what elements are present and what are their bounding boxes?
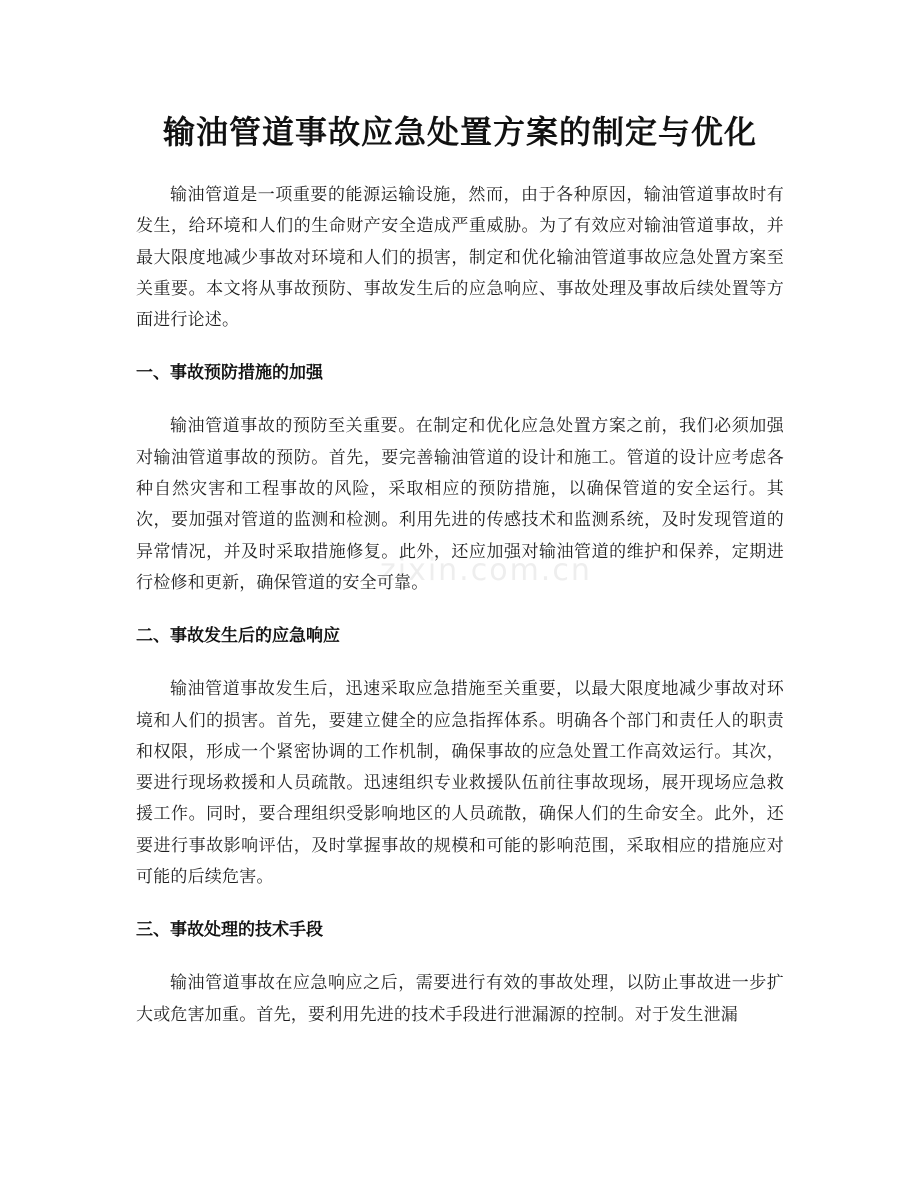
section-heading-technical: 三、事故处理的技术手段 [136, 920, 323, 941]
section-paragraph-technical: 输油管道事故在应急响应之后，需要进行有效的事故处理，以防止事故进一步扩大或危害加重。首先，要利用先进的技术手段进行泄漏源的控制。对于发生泄漏 [136, 973, 784, 1025]
section-paragraph-response: 输油管道事故发生后，迅速采取应急措施至关重要，以最大限度地减少事故对环境和人们的损害。首先，要建立健全的应急指挥体系。明确各个部门和责任人的职责和权限，形成一个紧密协调的工作机制，确保事故的应急处置工作高效运行。其次，要进行现场救援和人员疏散。迅速组织专业救援队伍前往事故现场，展开现场应急救援工作。同时，要合理组织受影响地区的人员疏散，确保人们的生命安全。此外，还要进行事故影响评估，及时掌握事故的规模和可能的影响范围，采取相应的措施应对可能的后续危害。 [136, 679, 784, 888]
document-body [136, 180, 784, 1031]
document-title: 输油管道事故应急处置方案的制定与优化 [162, 113, 757, 151]
watermark: zixin.com.cn [380, 553, 592, 588]
section-paragraph-prevention: 输油管道事故的预防至关重要。在制定和优化应急处置方案之前，我们必须加强对输油管道事故的预防。首先，要完善输油管道的设计和施工。管道的设计应考虑各种自然灾害和工程事故的风险，采取相应的预防措施，以确保管道的安全运行。其次，要加强对管道的监测和检测。利用先进的传感技术和监测系统，及时发现管道的异常情况，并及时采取措施修复。此外，还应加强对输油管道的维护和保养，定期进行检修和更新，确保管道的安全可靠。 [136, 416, 784, 593]
section-heading-response: 二、事故发生后的应急响应 [136, 626, 340, 647]
intro-paragraph: 输油管道是一项重要的能源运输设施，然而，由于各种原因，输油管道事故时有发生，给环境和人们的生命财产安全造成严重威胁。为了有效应对输油管道事故，并最大限度地减少事故对环境和人们的损害，制定和优化输油管道事故应急处置方案至关重要。本文将从事故预防、事故发生后的应急响应、事故处理及事故后续处置等方面进行论述。 [136, 185, 784, 331]
section-heading-prevention: 一、事故预防措施的加强 [136, 363, 323, 384]
